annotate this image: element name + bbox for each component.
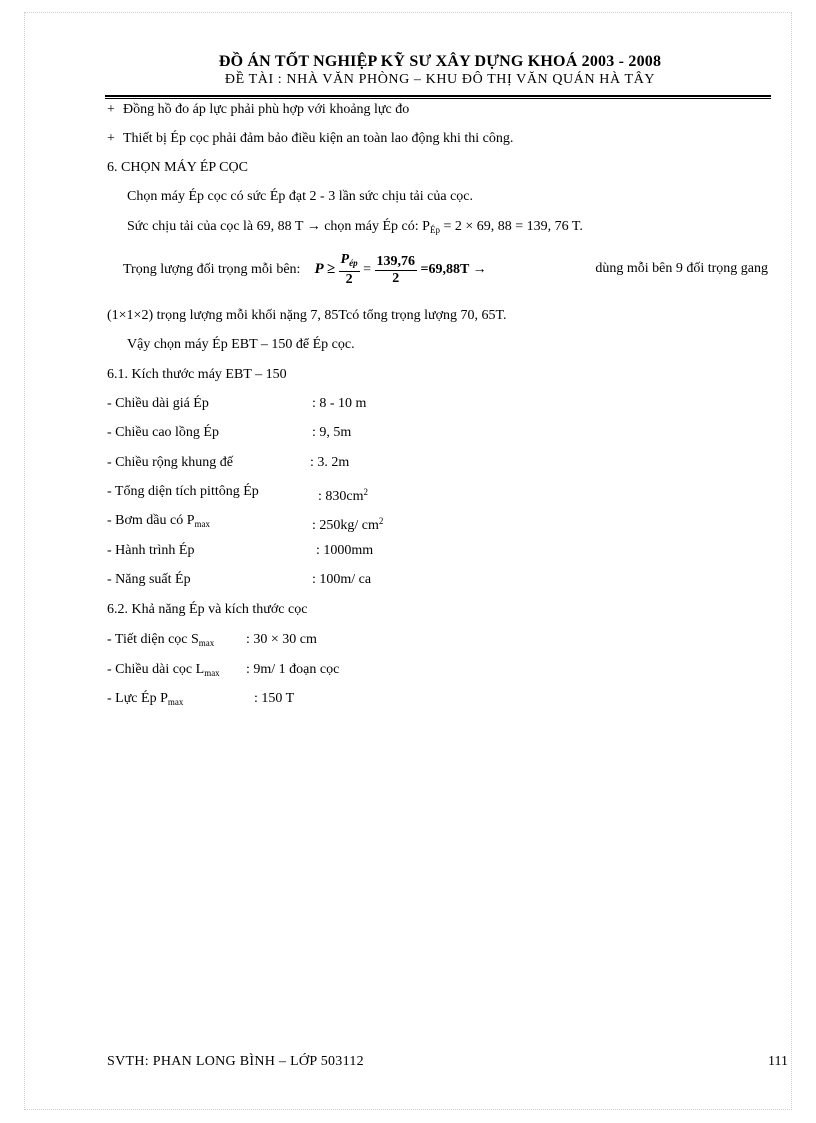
spec-value: : 3. 2m: [310, 455, 350, 470]
weight-prefix: Trọng lượng đối trọng mỗi bên:: [123, 262, 301, 278]
spec-value: : 9m/ 1 đoạn cọc: [246, 662, 340, 677]
paragraph: Vậy chọn máy Ép EBT – 150 để Ép cọc.: [127, 337, 355, 352]
spec-label: - Hành trình Ép: [107, 543, 195, 558]
spec-row: [107, 512, 210, 533]
spec-label: - Chiều rộng khung đế: [107, 455, 233, 470]
spec-value: : 100m/ ca: [312, 572, 372, 587]
page-header: [110, 52, 770, 88]
section-heading: 6.1. Kích thước máy EBT – 150: [107, 367, 287, 382]
spec-value: : 8 - 10 m: [312, 396, 367, 411]
spec-row: [107, 661, 220, 682]
spec-row: [107, 571, 191, 589]
weight-suffix: dùng mỗi bên 9 đối trọng gang: [595, 261, 768, 276]
spec-label: - Lực Ép $P_{max}$: [107, 691, 184, 707]
footer-author: SVTH: PHAN LONG BÌNH – LỚP 503112: [107, 1054, 364, 1069]
spec-value: : 9, 5m: [312, 425, 352, 440]
spec-label: - Chiều cao lồng Ép: [107, 425, 219, 440]
bullet-symbol: +: [107, 131, 115, 146]
section-heading: 6.2. Khả năng Ép và kích thước cọc: [107, 602, 308, 617]
bullet-text: Đồng hồ đo áp lực phải phù hợp với khoảng lực đo: [123, 102, 410, 117]
spec-label: - Năng suất Ép: [107, 572, 191, 587]
spec-value: : 1000mm: [316, 543, 374, 558]
spec-label: - Chiều dài cọc $L_{max}$: [107, 662, 220, 678]
spec-label: - Tiết diện cọc $S_{max}$: [107, 632, 215, 648]
formula-lhs: P ≥: [314, 261, 336, 278]
spec-row: [107, 424, 219, 442]
header-rule: [105, 95, 771, 99]
bullet-item: [107, 130, 513, 148]
formula-result: =69,88T →: [420, 262, 487, 278]
bullet-text: Thiết bị Ép cọc phải đảm bảo điều kiện an toàn lao động khi thi công.: [123, 131, 514, 146]
spec-value: : 150 T: [254, 691, 295, 706]
formula-equals: =: [363, 262, 371, 278]
spec-row: [107, 483, 259, 501]
formula-fraction-2: $\frac{139,76}{2}$: [376, 253, 415, 286]
paragraph: Sức chịu tải của cọc là 69, 88 T → chọn máy Ép có: $P_{Ép} = 2 \times 69$, 88 = 139, 76 T.: [127, 219, 583, 235]
spec-row: [107, 631, 214, 652]
spec-row: [107, 454, 233, 472]
bullet-item: [107, 101, 409, 119]
header-subtitle: ĐỀ TÀI : NHÀ VĂN PHÒNG – KHU ĐÔ THỊ VĂN QUÁN HÀ TÂY: [224, 72, 656, 87]
page-number: 111: [768, 1054, 788, 1069]
spec-row: [107, 542, 194, 560]
paragraph: Chọn máy Ép cọc có sức Ép đạt 2 - 3 lần sức chịu tải của cọc.: [127, 189, 474, 204]
spec-label: - Tổng diện tích pittông Ép: [107, 484, 259, 499]
spec-value: : 30 × 30 cm: [246, 632, 317, 647]
formula-fraction-1: $\frac{P_{ép}}{2}$: [340, 252, 358, 287]
section-heading: 6. CHỌN MÁY ÉP CỌC: [107, 160, 248, 175]
spec-row: [107, 690, 183, 711]
spec-value: : $830cm^2$: [318, 487, 368, 504]
spec-row: [107, 395, 209, 413]
spec-label: - Chiều dài giá Ép: [107, 396, 209, 411]
bullet-symbol: +: [107, 102, 115, 117]
header-title: ĐỒ ÁN TỐT NGHIỆP KỸ SƯ XÂY DỰNG KHOÁ 2003 - 2008: [218, 53, 662, 70]
spec-label: - Bơm dầu có $P_{max}$: [107, 513, 211, 529]
spec-value: : 250kg/ $cm^2$: [312, 516, 384, 533]
weight-formula-line: [123, 252, 768, 288]
paragraph: (1×1×2) trọng lượng mỗi khối nặng 7, 85Tcó tổng trọng lượng 70, 65T.: [107, 308, 507, 323]
